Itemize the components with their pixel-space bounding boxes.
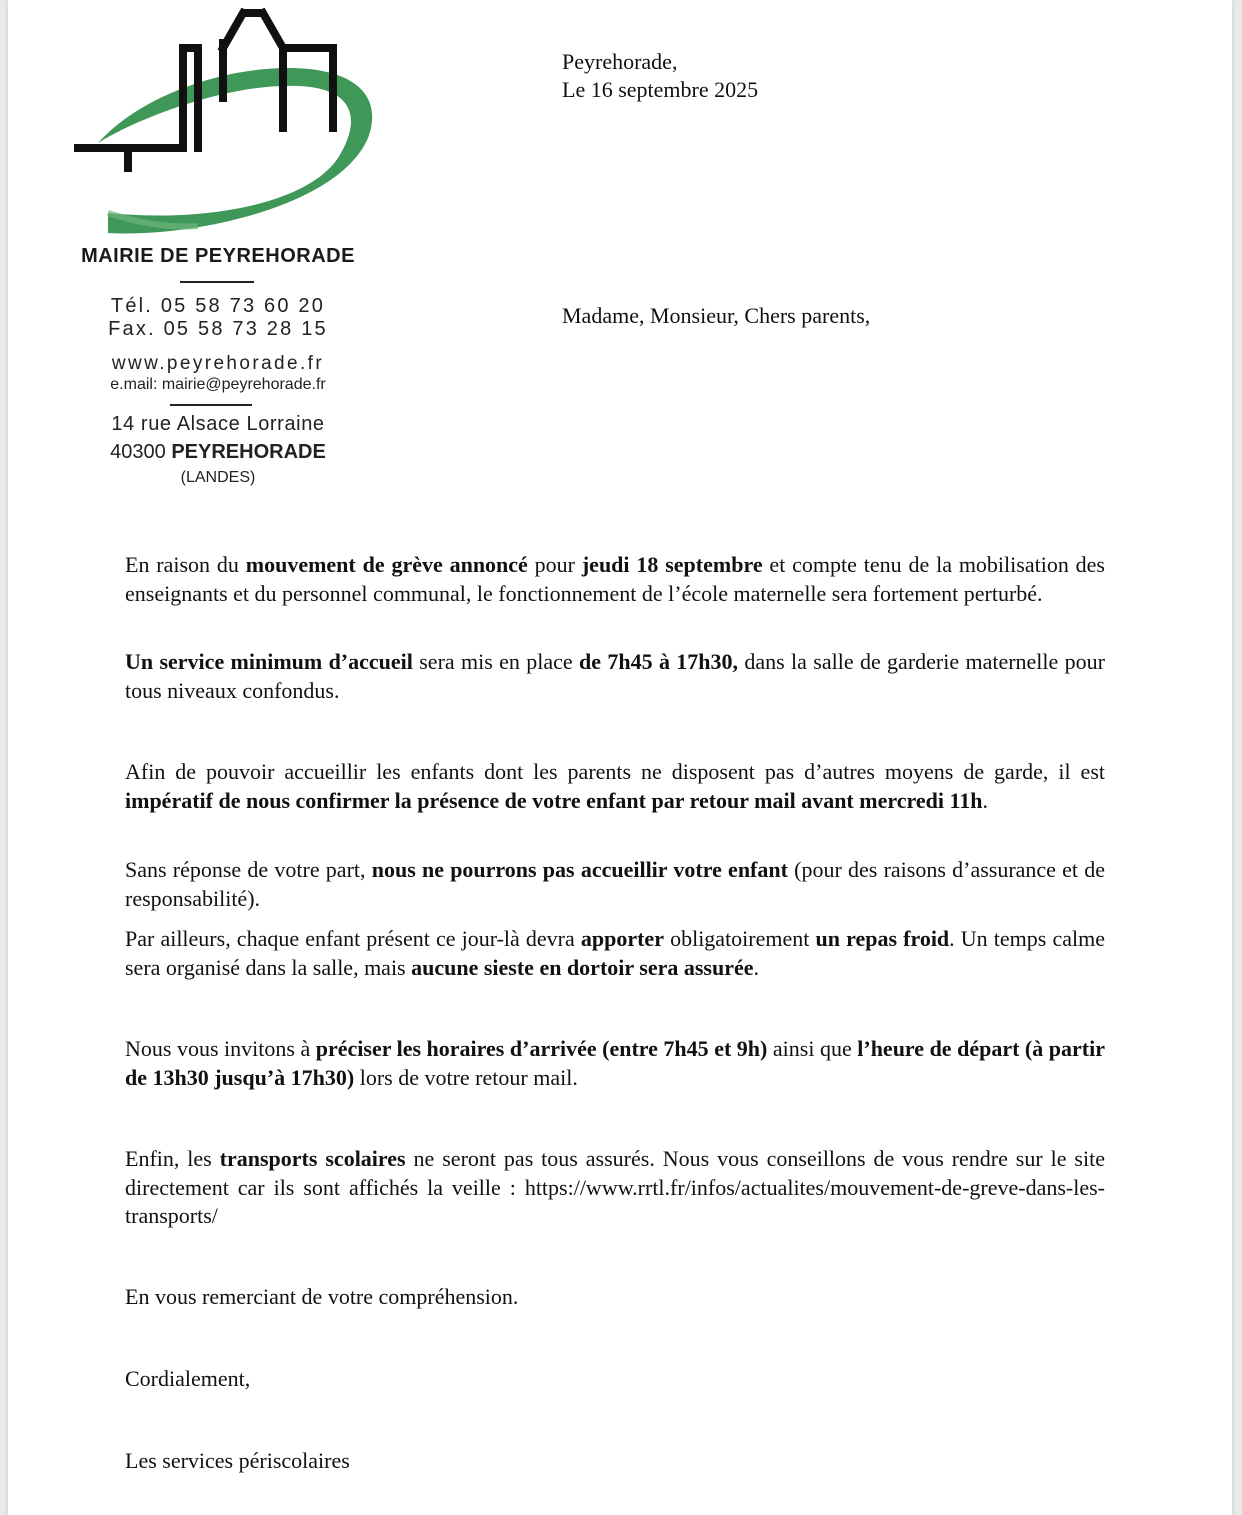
city-name: PEYREHORADE	[171, 441, 326, 463]
street-address: 14 rue Alsace Lorraine	[111, 413, 325, 435]
fax-number: Fax. 05 58 73 28 15	[108, 318, 328, 340]
mairie-logo	[68, 8, 378, 248]
department: (LANDES)	[180, 469, 256, 486]
divider	[180, 281, 254, 283]
website: www.peyrehorade.fr	[111, 353, 325, 374]
paragraph-strike: En raison du mouvement de grève annoncé pour jeudi 18 septembre et compte tenu de la mobilisation des enseignants et du personnel communal, le fonctionnement de l’école maternelle sera fortement perturbé.	[125, 552, 1105, 606]
paragraph-transport: Enfin, les transports scolaires ne seront pas tous assurés. Nous vous conseillons de vous rendre sur le site directement car ils sont affichés la veille : https://www.rrtl.fr/infos/actualites/mouvement-de-greve-dans-les-transports/	[125, 1146, 1105, 1228]
place-and-date	[562, 48, 758, 104]
letter-page	[8, 0, 1232, 1515]
regards: Cordialement,	[125, 1366, 251, 1391]
paragraph-meal: Par ailleurs, chaque enfant présent ce jour-là devra apporter obligatoirement un repas froid. Un temps calme sera organisé dans la salle, mais aucune sieste en dortoir sera assurée.	[125, 926, 1105, 980]
email-address: e.mail: mairie@peyrehorade.fr	[110, 376, 326, 393]
signature: Les services périscolaires	[125, 1448, 350, 1473]
paragraph-confirmation: Afin de pouvoir accueillir les enfants dont les parents ne disposent pas d’autres moyens de garde, il est impératif de nous confirmer la présence de votre enfant par retour mail avant mercredi 11h.	[125, 759, 1105, 813]
transport-link[interactable]: https://www.rrtl.fr/infos/actualites/mouvement-de-greve-dans-les-transports/	[125, 1174, 1105, 1228]
phone-number: Tél. 05 58 73 60 20	[110, 295, 326, 317]
city-line	[64, 441, 372, 464]
postcode: 40300	[110, 441, 166, 463]
divider	[170, 404, 252, 406]
paragraph-no-reply: Sans réponse de votre part, nous ne pourrons pas accueillir votre enfant (pour des raisons d’assurance et de responsabilité).	[125, 857, 1106, 911]
salutation: Madame, Monsieur, Chers parents,	[562, 303, 871, 328]
date: Le 16 septembre 2025	[562, 77, 759, 102]
place: Peyrehorade,	[562, 49, 678, 74]
closing-line: En vous remerciant de votre compréhension.	[125, 1284, 519, 1309]
mairie-name: MAIRIE DE PEYREHORADE	[81, 245, 355, 267]
paragraph-schedule: Nous vous invitons à préciser les horaires d’arrivée (entre 7h45 et 9h) ainsi que l’heure de départ (à partir de 13h30 jusqu’à 17h30) lors de votre retour mail.	[125, 1036, 1105, 1090]
paragraph-minimum-service: Un service minimum d’accueil sera mis en place de 7h45 à 17h30, dans la salle de garderie maternelle pour tous niveaux confondus.	[125, 649, 1105, 703]
